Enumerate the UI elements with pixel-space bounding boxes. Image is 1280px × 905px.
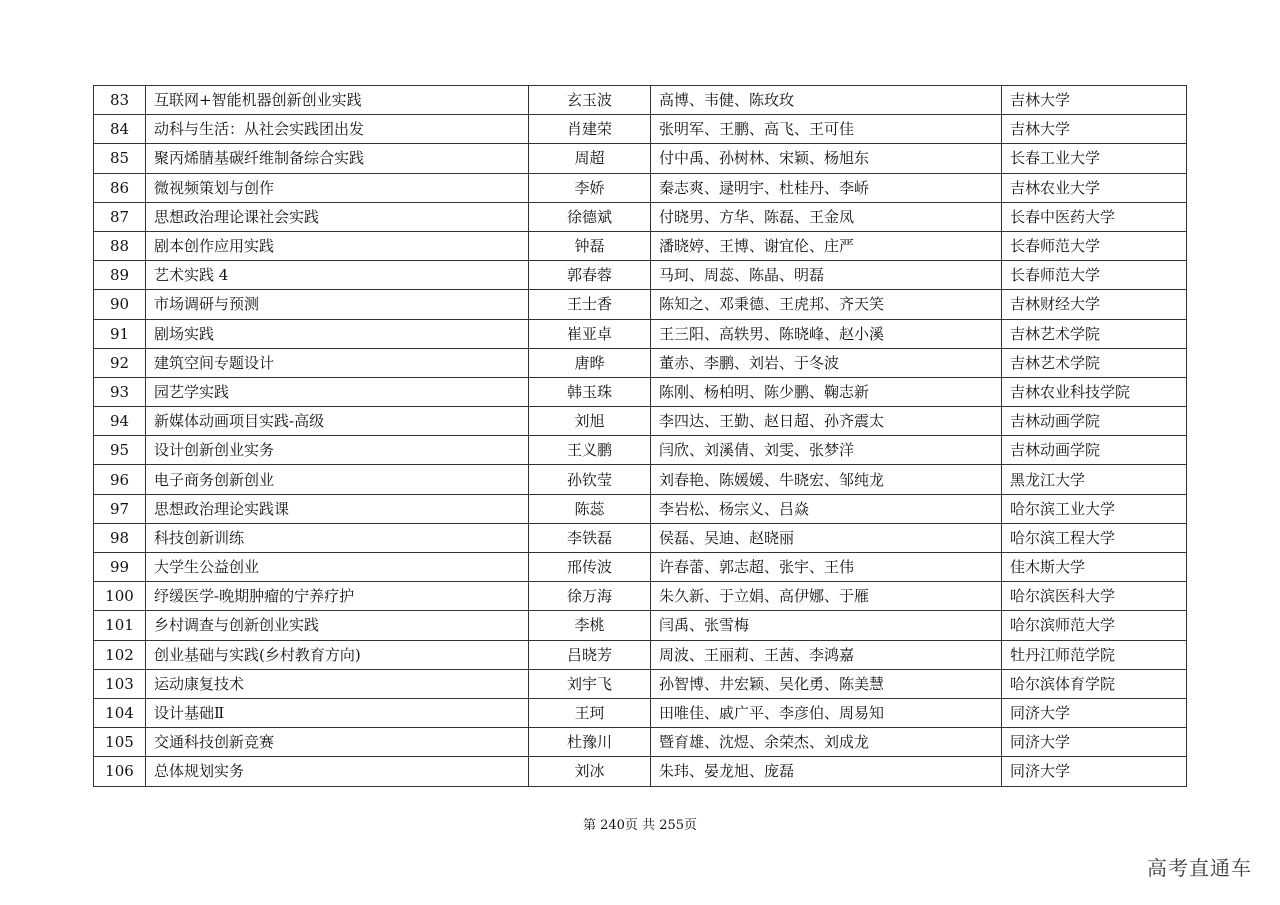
school-name-cell: 吉林财经大学	[1002, 290, 1187, 319]
team-members-cell: 李岩松、杨宗义、吕焱	[651, 494, 1002, 523]
school-name-cell: 吉林动画学院	[1002, 436, 1187, 465]
row-number-cell: 85	[94, 144, 146, 173]
team-members-cell: 李四达、王勤、赵日超、孙齐震太	[651, 407, 1002, 436]
team-members-cell: 陈刚、杨柏明、陈少鹏、鞠志新	[651, 377, 1002, 406]
course-name-cell: 运动康复技术	[146, 669, 529, 698]
school-name-cell: 长春中医药大学	[1002, 202, 1187, 231]
watermark-logo-text: 高考直通车	[1147, 856, 1252, 880]
course-name-cell: 剧本创作应用实践	[146, 231, 529, 260]
row-number-cell: 102	[94, 640, 146, 669]
row-number-cell: 106	[94, 757, 146, 786]
course-name-cell: 微视频策划与创作	[146, 173, 529, 202]
course-leader-cell: 刘旭	[529, 407, 651, 436]
row-number-cell: 93	[94, 377, 146, 406]
course-name-cell: 互联网+智能机器创新创业实践	[146, 86, 529, 115]
course-name-cell: 大学生公益创业	[146, 553, 529, 582]
row-number-cell: 94	[94, 407, 146, 436]
table-row	[94, 115, 1187, 144]
school-name-cell: 哈尔滨工程大学	[1002, 523, 1187, 552]
school-name-cell: 哈尔滨师范大学	[1002, 611, 1187, 640]
table-row	[94, 202, 1187, 231]
school-name-cell: 哈尔滨医科大学	[1002, 582, 1187, 611]
course-leader-cell: 周超	[529, 144, 651, 173]
course-leader-cell: 李桃	[529, 611, 651, 640]
table-row	[94, 757, 1187, 786]
table-row	[94, 582, 1187, 611]
team-members-cell: 闫欣、刘溪倩、刘雯、张梦洋	[651, 436, 1002, 465]
table-row	[94, 494, 1187, 523]
school-name-cell: 同济大学	[1002, 757, 1187, 786]
team-members-cell: 陈知之、邓秉德、王虎邦、齐天笑	[651, 290, 1002, 319]
team-members-cell: 潘晓婷、王博、谢宜伦、庄严	[651, 231, 1002, 260]
row-number-cell: 84	[94, 115, 146, 144]
course-leader-cell: 刘冰	[529, 757, 651, 786]
course-name-cell: 聚丙烯腈基碳纤维制备综合实践	[146, 144, 529, 173]
school-name-cell: 吉林农业科技学院	[1002, 377, 1187, 406]
page-number: 第 240页 共 255页	[582, 818, 698, 833]
school-name-cell: 哈尔滨工业大学	[1002, 494, 1187, 523]
course-leader-cell: 郭春蓉	[529, 261, 651, 290]
table-row	[94, 173, 1187, 202]
team-members-cell: 付晓男、方华、陈磊、王金凤	[651, 202, 1002, 231]
row-number-cell: 91	[94, 319, 146, 348]
course-name-cell: 设计基础Ⅱ	[146, 698, 529, 727]
course-leader-cell: 肖建荣	[529, 115, 651, 144]
course-leader-cell: 陈蕊	[529, 494, 651, 523]
course-name-cell: 思想政治理论实践课	[146, 494, 529, 523]
row-number-cell: 89	[94, 261, 146, 290]
team-members-cell: 侯磊、吴迪、赵晓丽	[651, 523, 1002, 552]
course-name-cell: 市场调研与预测	[146, 290, 529, 319]
row-number-cell: 101	[94, 611, 146, 640]
course-leader-cell: 钟磊	[529, 231, 651, 260]
course-leader-cell: 李娇	[529, 173, 651, 202]
school-name-cell: 长春师范大学	[1002, 231, 1187, 260]
row-number-cell: 103	[94, 669, 146, 698]
table-row	[94, 290, 1187, 319]
team-members-cell: 周波、王丽莉、王茜、李鸿嘉	[651, 640, 1002, 669]
course-name-cell: 总体规划实务	[146, 757, 529, 786]
table-row	[94, 465, 1187, 494]
table-row	[94, 669, 1187, 698]
course-leader-cell: 崔亚卓	[529, 319, 651, 348]
row-number-cell: 88	[94, 231, 146, 260]
row-number-cell: 104	[94, 698, 146, 727]
course-name-cell: 动科与生活：从社会实践团出发	[146, 115, 529, 144]
school-name-cell: 吉林艺术学院	[1002, 348, 1187, 377]
table-row	[94, 553, 1187, 582]
school-name-cell: 吉林艺术学院	[1002, 319, 1187, 348]
course-leader-cell: 徐万海	[529, 582, 651, 611]
table-row	[94, 377, 1187, 406]
team-members-cell: 朱久新、于立娟、高伊娜、于雁	[651, 582, 1002, 611]
row-number-cell: 99	[94, 553, 146, 582]
course-name-cell: 纾缓医学-晚期肿瘤的宁养疗护	[146, 582, 529, 611]
team-members-cell: 孙智博、井宏颖、吴化勇、陈美慧	[651, 669, 1002, 698]
course-name-cell: 园艺学实践	[146, 377, 529, 406]
team-members-cell: 许春蕾、郭志超、张宇、王伟	[651, 553, 1002, 582]
row-number-cell: 86	[94, 173, 146, 202]
course-name-cell: 新媒体动画项目实践-高级	[146, 407, 529, 436]
table-row	[94, 261, 1187, 290]
course-leader-cell: 邢传波	[529, 553, 651, 582]
course-leader-cell: 徐德斌	[529, 202, 651, 231]
course-name-cell: 剧场实践	[146, 319, 529, 348]
table-row	[94, 86, 1187, 115]
table-row	[94, 728, 1187, 757]
course-leader-cell: 杜豫川	[529, 728, 651, 757]
team-members-cell: 闫禹、张雪梅	[651, 611, 1002, 640]
course-leader-cell: 韩玉珠	[529, 377, 651, 406]
school-name-cell: 吉林大学	[1002, 115, 1187, 144]
school-name-cell: 佳木斯大学	[1002, 553, 1187, 582]
row-number-cell: 100	[94, 582, 146, 611]
team-members-cell: 刘春艳、陈媛媛、牛晓宏、邹纯龙	[651, 465, 1002, 494]
team-members-cell: 朱玮、晏龙旭、庞磊	[651, 757, 1002, 786]
course-name-cell: 设计创新创业实务	[146, 436, 529, 465]
school-name-cell: 吉林动画学院	[1002, 407, 1187, 436]
course-name-cell: 乡村调查与创新创业实践	[146, 611, 529, 640]
school-name-cell: 同济大学	[1002, 728, 1187, 757]
team-members-cell: 付中禹、孙树林、宋颖、杨旭东	[651, 144, 1002, 173]
course-leader-cell: 吕晓芳	[529, 640, 651, 669]
row-number-cell: 96	[94, 465, 146, 494]
table-row	[94, 407, 1187, 436]
team-members-cell: 秦志爽、逯明宇、杜桂丹、李峤	[651, 173, 1002, 202]
table-row	[94, 523, 1187, 552]
course-leader-cell: 李铁磊	[529, 523, 651, 552]
table-row	[94, 436, 1187, 465]
course-table	[93, 85, 1187, 787]
course-name-cell: 艺术实践 4	[146, 261, 529, 290]
table-row	[94, 640, 1187, 669]
course-leader-cell: 刘宇飞	[529, 669, 651, 698]
course-leader-cell: 玄玉波	[529, 86, 651, 115]
school-name-cell: 吉林农业大学	[1002, 173, 1187, 202]
table-body	[94, 86, 1187, 787]
course-leader-cell: 王珂	[529, 698, 651, 727]
row-number-cell: 98	[94, 523, 146, 552]
school-name-cell: 哈尔滨体育学院	[1002, 669, 1187, 698]
row-number-cell: 83	[94, 86, 146, 115]
row-number-cell: 92	[94, 348, 146, 377]
row-number-cell: 87	[94, 202, 146, 231]
table-row	[94, 348, 1187, 377]
table-row	[94, 319, 1187, 348]
team-members-cell: 王三阳、高轶男、陈晓峰、赵小溪	[651, 319, 1002, 348]
table-row	[94, 698, 1187, 727]
school-name-cell: 长春工业大学	[1002, 144, 1187, 173]
course-name-cell: 创业基础与实践(乡村教育方向)	[146, 640, 529, 669]
course-leader-cell: 王士香	[529, 290, 651, 319]
row-number-cell: 90	[94, 290, 146, 319]
school-name-cell: 同济大学	[1002, 698, 1187, 727]
course-name-cell: 电子商务创新创业	[146, 465, 529, 494]
course-leader-cell: 唐晔	[529, 348, 651, 377]
row-number-cell: 95	[94, 436, 146, 465]
table-row	[94, 231, 1187, 260]
school-name-cell: 吉林大学	[1002, 86, 1187, 115]
course-leader-cell: 孙钦莹	[529, 465, 651, 494]
team-members-cell: 马珂、周蕊、陈晶、明磊	[651, 261, 1002, 290]
team-members-cell: 董赤、李鹏、刘岩、于冬波	[651, 348, 1002, 377]
course-name-cell: 交通科技创新竞赛	[146, 728, 529, 757]
team-members-cell: 田唯佳、戚广平、李彦伯、周易知	[651, 698, 1002, 727]
course-name-cell: 建筑空间专题设计	[146, 348, 529, 377]
row-number-cell: 105	[94, 728, 146, 757]
table-row	[94, 144, 1187, 173]
course-leader-cell: 王义鹏	[529, 436, 651, 465]
team-members-cell: 高博、韦健、陈玫玫	[651, 86, 1002, 115]
course-name-cell: 科技创新训练	[146, 523, 529, 552]
course-name-cell: 思想政治理论课社会实践	[146, 202, 529, 231]
school-name-cell: 黑龙江大学	[1002, 465, 1187, 494]
team-members-cell: 张明军、王鹏、高飞、王可佳	[651, 115, 1002, 144]
table-row	[94, 611, 1187, 640]
row-number-cell: 97	[94, 494, 146, 523]
school-name-cell: 长春师范大学	[1002, 261, 1187, 290]
school-name-cell: 牡丹江师范学院	[1002, 640, 1187, 669]
team-members-cell: 暨育雄、沈煜、余荣杰、刘成龙	[651, 728, 1002, 757]
